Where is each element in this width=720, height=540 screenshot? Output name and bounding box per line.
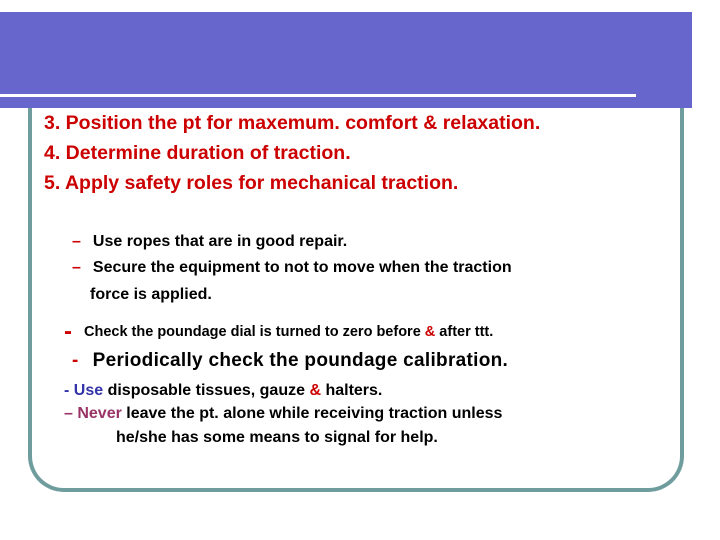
safety-item-disposables bbox=[64, 382, 382, 400]
bullet-prefix: - bbox=[64, 382, 74, 399]
ampersand: & bbox=[309, 382, 321, 399]
safety-item-secure-text: Secure the equipment to not to move when the traction bbox=[92, 259, 512, 276]
calibration-text: Periodically check the poundage calibration. bbox=[92, 350, 509, 371]
safety-item-poundage-dial bbox=[64, 318, 493, 346]
safety-item-ropes bbox=[72, 233, 347, 251]
safety-item-secure bbox=[72, 259, 512, 277]
disposables-text-b: halters. bbox=[321, 382, 383, 399]
safety-item-never-alone-continued: he/she has some means to signal for help. bbox=[116, 429, 438, 446]
steps-list bbox=[44, 108, 540, 198]
banner-divider bbox=[0, 94, 636, 97]
use-word: Use bbox=[73, 382, 104, 399]
banner-gap bbox=[692, 12, 720, 108]
disposables-text-a: disposable tissues, gauze bbox=[103, 382, 310, 399]
never-word: Never bbox=[77, 405, 122, 422]
safety-item-calibration bbox=[72, 350, 508, 372]
bullet-hyphen: - bbox=[72, 350, 79, 371]
bullet-prefix: – bbox=[64, 405, 78, 422]
bullet-dash: – bbox=[72, 233, 81, 250]
step-3: 3. Position the pt for maxemum. comfort & relaxation. bbox=[44, 112, 541, 134]
never-alone-text: leave the pt. alone while receiving traction unless bbox=[121, 405, 503, 422]
bullet-dash: – bbox=[72, 259, 81, 276]
dial-text-b: after ttt. bbox=[435, 324, 494, 340]
step-5: 5. Apply safety roles for mechanical traction. bbox=[44, 172, 459, 194]
dial-text-a: Check the poundage dial is turned to zero before bbox=[84, 324, 425, 340]
ampersand: & bbox=[424, 324, 436, 340]
step-4: 4. Determine duration of traction. bbox=[44, 142, 351, 164]
safety-item-never-alone bbox=[64, 405, 502, 423]
safety-item-ropes-text: Use ropes that are in good repair. bbox=[92, 233, 348, 250]
bullet-hyphen: - bbox=[64, 318, 72, 345]
safety-item-secure-continued: force is applied. bbox=[90, 286, 212, 303]
